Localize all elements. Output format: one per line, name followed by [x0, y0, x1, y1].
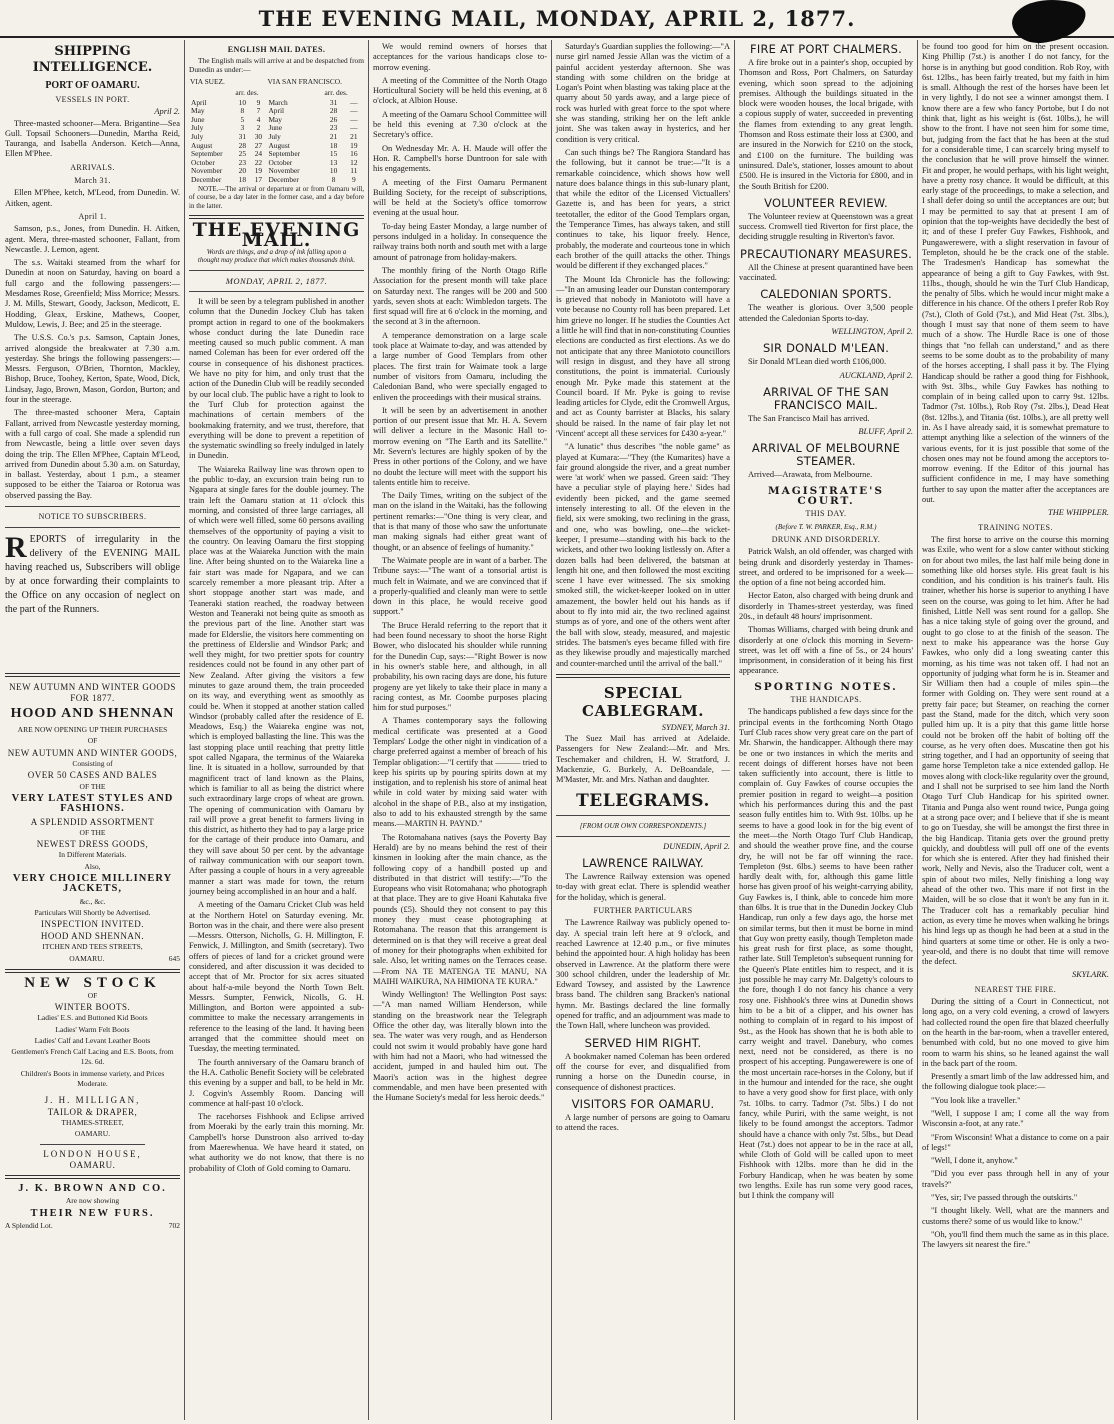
table-cell: September: [268, 149, 301, 159]
table-cell: March: [268, 97, 288, 107]
mail-dates-table: [189, 77, 364, 184]
dateline: SYDNEY, March 31.: [661, 722, 730, 732]
divider: [5, 969, 180, 973]
mail-dates-intro: The English mails will arrive at and be despatched from Dunedin as under:—: [189, 56, 364, 74]
table-cell: 26: [329, 114, 338, 124]
section-heading: NEAREST THE FIRE.: [974, 984, 1057, 994]
notice-text: EPORTS of irregularity in the delivery of the EVENING MAIL having reached us, Subscribers will oblige by at once forwarding their complaints to the Office on any occasion of neglect on the part of the Runners.: [5, 534, 180, 616]
table-cell: August: [268, 140, 290, 150]
table-cell: 21: [350, 132, 358, 142]
section-heading: VISITORS FOR OAMARU.: [571, 1096, 715, 1111]
table-cell: 8: [331, 175, 336, 185]
ad-line: VERY LATEST STYLES AND FASHIONS.: [11, 792, 174, 815]
vessels-heading: VESSELS IN PORT.: [55, 95, 130, 104]
divider: [189, 270, 364, 271]
table-header: VIA SUEZ.: [190, 77, 225, 87]
column-6: [919, 42, 1112, 1420]
column-4: [553, 42, 733, 1420]
column-5: [736, 42, 916, 1420]
ink-blot: [1010, 0, 1088, 46]
paragraph: Thomas Williams, charged with being drunk and disorderly at one o'clock this morning in Severn-street, was let off with a fine of 5s., or 24 hours' imprisonment, in consideration of it being his first appearance.: [739, 625, 913, 676]
table-cell: 12: [350, 157, 358, 167]
paragraph: The Suez Mail has arrived at Adelaide. Passengers for New Zealand:—Mr. and Mrs. Teschemaker and children, H. W. Stratford, J. Mackenzie, G. Burkely, A. DeBoandale, — M'Master, Mr. and Mrs. Nathan and daughter.: [556, 734, 730, 785]
table-cell: June: [191, 114, 205, 124]
table-cell: April: [191, 97, 207, 107]
paragraph: "You look like a traveller.": [931, 1095, 1021, 1105]
divider: [40, 1144, 145, 1145]
shipping-heading: SHIPPING INTELLIGENCE.: [32, 44, 153, 75]
paragraph: be found too good for him on the present occasion. King Phillip (7st.) is another I do not fancy, for the horse is in anything but good condition. Rob Roy, with 6st. 12lbs., has been fairly treated, but my faith in him is small. Although the rest of the horses have been let in very lightly, I do not see a winner amongst them. I know there are a few who fancy Portobe, but I do not think that, light as his weight is (6st. 10lbs.), he will show to the front. I have not seen him for some time, but, judging from the fact that he has been at the stud for a considerable time, I can scarcely bring myself to the conclusion that he will prove himself the winner. Fit and proper, he would perhaps, with his light weight, have a pretty rosy chance. It would be difficult, at this early stage of the proceedings, to make a selection, and I shall defer doing so until the acceptances are out; but I may be permitted to say that at present I am of opinion that the top-weights have decidedly the best of it; and of these I prefer Guy Fawkes, Fishhook, and Pungawerewere, with a slight reservation in favour of Templeton, should he be the crack one of the stable. The Tradesmen's Handicap has somewhat the appearance of being a gift to Guy Fawkes, with 9st. 11lbs., though, should he win the Turf Club Handicap, the penalty of 5lbs. which he would incur might make a difference in his chance. Of the others I prefer Rob Roy (7st.), Cloth of Gold (7st.), and Mid Heat (7st. 3lbs.), though I must say that none of them seem to have much of a show. The Hurdle Race is one of those things that "no fellah can understand," and as there seems to be some doubt as to the probability of many of the horses accepting, I shall pass it by. The Flying Handicap should be rather a good thing for Fishhook, with 9st. 3lbs., while Guy Fawkes has nothing to complain of in being called upon to carry 9st. 12lbs. Tadmor (7st. 10lbs.), Rob Roy (7st. 2lbs.), Dead Heat (8st. 12lbs.), and Titania (6st. 10lbs.), are all pretty well in. As I have already said, it is somewhat premature to attempt anything like a selection of the winners of the various events, for it is just possible that some of the chosen ones may not be found among the acceptors to-morrow evening. If the Editor of this journal has sufficient confidence in me, I may have something further to say upon the matter after the acceptances are out.: [922, 42, 1109, 505]
ad-line: HOOD AND SHENNAN.: [40, 930, 145, 941]
ad-line: OF: [87, 990, 98, 1000]
paragraph: All the Chinese at present quarantined have been vaccinated.: [739, 262, 913, 283]
masthead: THE EVENING MAIL, MONDAY, APRIL 2, 1877.: [0, 0, 1114, 38]
table-cell: 13: [329, 157, 338, 167]
leader-date: MONDAY, APRIL 2, 1877.: [225, 275, 328, 286]
section-heading: SERVED HIM RIGHT.: [584, 1035, 702, 1050]
paragraph: Hector Eaton, also charged with being drunk and disorderly in Thames-street yesterday, was fined 20s., in default 48 hours' imprisonment.: [739, 591, 913, 621]
table-cell: 24: [254, 149, 263, 159]
ad-title: NEW STOCK: [24, 975, 161, 992]
table-cell: 9: [256, 97, 261, 107]
paragraph: Presently a smart limb of the law addressed him, and the following dialogue took place:—: [922, 1072, 1109, 1092]
ad-line: OF THE: [79, 827, 106, 837]
table-cell: 25: [238, 149, 247, 159]
dateline: March 31.: [74, 176, 111, 186]
table-cell: 23: [238, 157, 247, 167]
vessels-text: Three-masted schooner—Mera. Brigantine—Sea Gull. Topsail Schooners—Dunedin, Martha Reid, Tauranga, and Isabella Anderson. Ketch—Anna, Ellen M'Phee.: [5, 118, 180, 159]
table-cell: July: [268, 132, 281, 142]
paragraph: "A lunatic" thus describes "the noble game" as played at Kumara:—"They (the Kumarites) have a fair ground alongside the river, and a great number were 'at work' when we passed. Green said: 'They have a peculiar style of playing here.' Sides had evidently been picked, and the game seemed intensely interesting to all. Of the eleven in the field, six were smoking, two reclining in the grass, and one, who was bowling, one—the wicket-keeper, I presume—standing with his back to the wickets, and other two looking listlessly on. After a dozen balls had been delivered, the batsman at length hit one, and then followed the most exciting scene I have ever witnessed. The six smoking smoked still, the wicket-keeper looked on in utter amazement, the bowler held out his hands as if about to fly into mid air, the two reclined against stumps as of yore, and one of the others went after the ball with slow, steady, measured, and majestic strides. The batsmen's eyes became filled with fire as they likewise proudly and majestically marched and counter-marched until the arrival of the ball.": [556, 442, 730, 668]
ad-line: TAILOR & DRAPER,: [47, 1106, 138, 1117]
ad-line: Are now showing: [65, 1196, 120, 1206]
paragraph: A fire broke out in a painter's shop, occupied by Thomson and Ross, Port Chalmers, on Saturday evening, which soon spread to the adjoining premises. Although the buildings situated in the block were wooden houses, the local brigade, with a copious supply of water, succeeded in preventing the flames from extending to any great length. Thomson and Ross estimate their loss at £300, and are insured in the Norwich for £210 on the stock, and £100 on the furniture. The building was uninsured. Dale's, stationer, losses amount to about £500. He is insured in the Victoria for £800, and in the South British for £200.: [739, 58, 913, 191]
ad-line: THEIR NEW FURS.: [30, 1207, 155, 1219]
section-heading: ARRIVAL OF MELBOURNE STEAMER.: [751, 441, 901, 469]
paragraph: Patrick Walsh, an old offender, was charged with being drunk and disorderly yesterday in Thames-street, and ordered to be imprisoned for a week—the option of a fine not being accorded him.: [739, 547, 913, 588]
paragraph: The racehorses Fishhook and Eclipse arrived from Moeraki by the early train this morning. Mr. Campbell's horse Dunstroon also arrived to-day from Maerewhenua. We have heard it stated, on what authority we do not know, that there is no probability of Cloth of Gold coming to Oamaru.: [189, 1112, 364, 1173]
ad-line: Ladies' Calf and Levant Leather Boots: [34, 1035, 151, 1045]
paragraph: The Daily Times, writing on the subject of the man on the island in the Waitaki, has the following pertinent remarks:—"One thing is very clear, and that is that many of those who saw the unfortunate man making signals had either great want of thought, or an absence of feelings of humanity.": [373, 491, 547, 552]
table-cell: November: [268, 166, 300, 176]
table-header: arr. des.: [324, 88, 348, 98]
ad-line: A SPLENDID ASSORTMENT: [30, 816, 155, 827]
table-cell: 22: [254, 157, 263, 167]
ad-line: Ladies' Warm Felt Boots: [55, 1024, 130, 1034]
table-cell: October: [191, 157, 215, 167]
ad-line: Gentlemen's French Calf Lacing and E.S. Boots, from 12s. 6d.: [11, 1047, 174, 1067]
shipping-note: The three-masted schooner Mera, Captain Fallant, arrived from Newcastle yesterday morning, with a full cargo of coal. She made a splendid run from Newcastle, being a little over seven days doing the trip. The Ellen M'Phee, Captain M'Leod, arrived from Dunedin about 5.30 a.m. on Saturday, in ballast. Yesterday, about 1 p.m., a steamer supposed to be either the Taiaroa or Rotorua was observed passing the Bay.: [5, 408, 180, 500]
divider: [5, 1175, 180, 1179]
table-cell: —: [350, 106, 358, 116]
port-heading: PORT OF OAMARU.: [45, 80, 140, 91]
table-cell: November: [191, 166, 223, 176]
ad-line: ARE NOW OPENING UP THEIR PURCHASES: [17, 725, 168, 735]
ad-line: A Splendid Lot.: [5, 1221, 53, 1231]
paragraph: The Bruce Herald referring to the report that it had been found necessary to shoot the horse Right Bower, who dislocated his shoulder while running for the Dunedin Cup, says:—"Right Bower is now in his owner's stable here, and although, in all probability, his own racing days are done, his future progeny are yet likely to take their place in many a racing contest, as Mr. Coombe purposes placing him for stud purposes.": [373, 620, 547, 713]
paragraph: A bookmaker named Coleman has been ordered off the course for ever, and disqualified from running a horse on the Dunedin course, in consequence of dishonest practices.: [556, 1051, 730, 1092]
paragraph: During the sitting of a Court in Connecticut, not long ago, on a very cold evening, a crowd of lawyers had collected round the open fire that blazed cheerfully on the hearth in the bar-room, when a traveller entered, benumbed with cold, but no one moved to give him room to warm his shins, so he leaned against the wall in the back part of the room.: [922, 997, 1109, 1068]
ad-town: OAMARU.: [69, 954, 105, 964]
paragraph: Saturday's Guardian supplies the following:—"A nurse girl named Jessie Allan was the victim of a painful accident yesterday afternoon. She was standing with some children on the bridge at Logan's Point when blasting was taking place at the quarry about 50 yards away, and a large piece of rock was hurled with great force to the spot where she was standing, striking her on the left ankle joint. She was taken away in hysterics, and her condition is very critical.: [556, 42, 730, 144]
table-cell: 8: [240, 106, 245, 116]
telegrams-heading: TELEGRAMS.: [576, 790, 710, 811]
table-cell: June: [268, 123, 283, 133]
table-cell: August: [191, 140, 213, 150]
table-cell: 3: [240, 123, 245, 133]
table-cell: —: [350, 97, 358, 107]
table-cell: 31: [329, 97, 338, 107]
ad-line: &c., &c.: [79, 896, 106, 906]
section-heading: PRECAUTIONARY MEASURES.: [740, 246, 912, 261]
dateline: DUNEDIN, April 2.: [663, 841, 730, 851]
signature: THE WHIPPLER.: [1048, 508, 1109, 518]
cablegram-heading: SPECIAL CABLEGRAM.: [582, 683, 704, 720]
paragraph: Sir Donald M'Lean died worth £106,000.: [748, 357, 887, 367]
paragraph: The Waimate people are in want of a barber. The Tribune says:—"The want of a tonsorial artist is much felt in Waimate, and we are convinced that if a properly-qualified and cleanly man were to settle down in this place, he would receive good support.": [373, 555, 547, 617]
column-rule: [184, 40, 185, 1420]
table-cell: May: [268, 114, 283, 124]
paragraph: To-day being Easter Monday, a large number of persons indulged in a holiday. In consequence the railway trains both north and south met with a large amount of patronage from holiday-makers.: [373, 221, 547, 262]
paragraph: Arrived—Arawata, from Melbourne.: [748, 470, 873, 480]
ad-line: OF: [87, 736, 98, 746]
paragraph: The weather is glorious. Over 3,500 people attended the Caledonian Sports to-day.: [739, 303, 913, 323]
ad-line: INSPECTION INVITED.: [41, 919, 144, 930]
column-rule: [551, 40, 552, 1420]
table-cell: 30: [254, 132, 263, 142]
table-cell: October: [268, 157, 293, 167]
paragraph: "Well, I suppose I am; I come all the way from Wisconsin a-foot, at any rate.": [922, 1108, 1109, 1129]
paragraph: On Wednesday Mr. A. H. Maude will offer the Hon. R. Campbell's horse Duntroon for sale with his engagements.: [373, 143, 547, 174]
paragraph: The Lawrence Railway extension was opened to-day with great eclat. There is splendid weather for the holiday, which is general.: [556, 872, 730, 902]
table-cell: 16: [350, 149, 358, 159]
table-cell: May: [191, 106, 205, 116]
mail-dates-heading: ENGLISH MAIL DATES.: [227, 45, 326, 54]
ad-line: Also,: [84, 861, 101, 871]
table-cell: 19: [350, 140, 358, 150]
ad-line: OVER 50 CASES AND BALES: [27, 770, 158, 781]
paragraph: The handicaps published a few days since for the principal events in the forthcoming North Otago Turf Club races show very great care on the part of Mr. Sharwin, the handicapper. Although there may be one or two instances in which the merits and recent doings of different horses have not been taken sufficiently into account, there is little to complain of. Guy Fawkes of course occupies the premier position in regard to weight—a position which his performances during this and the past season fully entitles him to. With 9st. 10lbs. up he seems to have a good look in for the big event of the meet—the North Otago Turf Club Handicap, and should the weather prove fine, and the course dry, he will not be far off winning the race. Templeton (9st. 6lbs.) seems to have been rather hardly dealt with, for, although this game little horse has given proof of his weight-carrying ability, Guy Fawkes is, I think, able to concede him more than 6lbs. It is true that in the Dunedin Jockey Club Handicap, run only a few days ago, the horse met on similar terms, but then it must be borne in mind that Guy won pretty easily, though Templeton made his great rush for first place, as some thought, rather late. Still Templeton's subsequent running for the Queen's Plate entitles him to respect, and it is just possible he may carry Mr. Dalgetty's colours to the fore, though I do not fancy his chance a very rosy one. Fishhook's three wins at Dunedin shows him to be a bit of a clipper, and his owner has nothing to complain of in regard to his impost of 9st., as the Hook has shown that he is both able to carry weight and travel. Danebury, who comes next, need not be considered, as there is no prospect of his accepting. Pungawerewere is one of the most uncertain race-horses in the Colony, but if in the humour and intended for the race, she ought to have a very good show for first place, with only 7st. 10lbs. to carry. Tadmor (7st. 5lbs.) I do not fancy, while Puriri, with the same weight, is not likely to be found amongst the acceptors. Tadmor should have a chance with only 7st. 5lbs., but Dead Heat (7st.) does not appear to be in the race at all, while Cloth of Gold will be called upon to meet Fishhook with 12lbs. more than he did in the Forbury Handicap, when he was beaten by some two lengths. Exile has run some very good races, but I think the company will: [739, 707, 913, 1201]
ad-line: J. H. MILLIGAN,: [44, 1095, 141, 1106]
divider: [5, 673, 180, 677]
table-cell: 27: [254, 140, 263, 150]
table-cell: 31: [238, 132, 247, 142]
paragraph: A temperance demonstration on a large scale took place at Waimate to-day, and was attended by a large number of Good Templars from other places. The first train for Waimate took a large number of visitors from Oamaru, including the Caledonian Band, who were specially engaged to enliven the proceedings with their musical strains.: [373, 330, 547, 402]
divider: [189, 291, 364, 292]
table-cell: 5: [240, 114, 245, 124]
ad-line: NEWEST DRESS GOODS,: [36, 839, 149, 850]
shipping-note: The s.s. Waitaki steamed from the wharf for Dunedin at noon on Saturday, having on board a full cargo and the following passengers:—Mesdames Rose, Greenfield; Miss Morrice; Messrs. J. M. Mills, Stewart, Goody, Jackson, Medicott, E. Hodding, Gleax, Erskine, Mathews, Cooper, Muldow, Lewis, J. Bee; and 25 in the steerage.: [5, 258, 180, 329]
advert-winter-boots: [5, 975, 180, 1170]
table-cell: 18: [238, 175, 247, 185]
paragraph: Can such things be? The Rangiora Standard has the following, but it cannot be true:—"It is a remarkable coincidence, which shows how well nature does balance things in this sub-lunary plant, that while the editor of the Licensed Victuallers' Gazette is, and has been for years, a strict teetotaller, the editor of the Good Templars organ, the Temperance Times, has always taken, and still continues to take, his liquor freely. Hence, probably, the moderate and courteous tone in which each brother of the quill attacks the other. Things would be different if they exchanged places.": [556, 147, 730, 271]
advert-brown: [5, 1184, 180, 1231]
ad-title: NEW AUTUMN AND WINTER GOODS FOR 1877.: [9, 682, 176, 703]
section-heading: SPORTING NOTES.: [754, 680, 898, 693]
sub-heading: (Before T. W. PARKER, Esq., R.M.): [775, 522, 877, 531]
table-cell: 28: [329, 106, 338, 116]
ad-line: Children's Boots in immense variety, and Prices Moderate.: [20, 1068, 165, 1089]
paragraph: The monthly firing of the North Otago Rifle Association for the present month will take place on Saturday next. The ranges will be 200 and 500 yards, seven shots at each: Wimbledon targets. The first squad will fire at 6 o'clock in the morning, and the second at 3 in the afternoon.: [373, 265, 547, 327]
ad-line: WINTER BOOTS.: [54, 1002, 131, 1012]
table-cell: December: [268, 175, 299, 185]
table-cell: 4: [256, 114, 261, 124]
section-heading: ARRIVAL OF THE SAN FRANCISCO MAIL.: [763, 384, 889, 412]
table-cell: 11: [350, 166, 358, 176]
divider: [556, 815, 730, 816]
signature: SKYLARK.: [1071, 970, 1109, 980]
paragraph: We would remind owners of horses that acceptances for the various handicaps close to-morrow evening.: [373, 42, 547, 72]
paragraph: A large number of persons are going to Oamaru to attend the races.: [556, 1112, 730, 1133]
paragraph: The Volunteer review at Queenstown was a great success. Cromwell tied Riverton for first place, the deciding struggle resulting in Riverton's favor.: [739, 211, 913, 242]
dateline: WELLINGTON, April 2.: [831, 326, 913, 336]
ad-line: OAMARU.: [69, 1159, 116, 1170]
paragraph: The Waiareka Railway line was thrown open to the public to-day, an excursion train being run to Ngapara at single fares for the double journey. The train left the Oamaru station at 11 o'clock this morning, and consisted of three large carriages, all of which were well filled, some 60 persons availing themselves of the opportunity of paying a visit to the country. On leaving Oamaru the first stopping place was at the Waiareka Junction with the main line. After being shunted on to the Waiareka line a fair start was made for Ngapara, and we can scarcely remember a more pleasant trip. After a short stoppage another start was made, and Teaneraki station reached, the roadway between Weston and Teaneraki not being quite as smooth as the previous part of the line. Another start was made for Elderslie, the visitors here commenting on the prettiness of Elderslie and Windsor Park; and well they might, for two prettier spots for country residences could not be found in any other part of New Zealand. After giving the visitors a few minutes to gaze around them, the train proceeded on its way, and everything went as smoothly as could be. When it stopped at another station called Windsor (probably called after the residence of E. Meadows, Esq.) the Waiareka engine was not, which is employed ballasting the line. This was the last stopping place until reaching that pretty little spot called Ngapara, the terminus of the Waiareka line. It is situated in a hollow, surrounded by that magnificent tract of land known as the Plains, which is familiar to all as being the district where such extraordinary large crops of wheat are grown. The opening of communication with Oamaru by rail will prove a great benefit to farmers living in this district, as hitherto they had to pay a large price for the cartage of their produce into Oamaru, and they will save about 50 per cent. by the advantage of railway communication with our seaport town. After passing a couple of hours in a very agreeable manner a start was made for town, the return journey being accomplished in an hour and a half.: [189, 464, 364, 896]
table-cell: April: [268, 106, 285, 116]
table-cell: 15: [329, 149, 338, 159]
sub-heading: THE HANDICAPS.: [790, 695, 862, 705]
ad-line: OF THE: [79, 781, 106, 791]
shipping-note: The U.S.S. Co.'s p.s. Samson, Captain Jones, arrived alongside the breakwater at 7.30 a.m. yesterday. She brings the following passengers:—Messrs. Ferguson, O'Brien, Thornton, Mackley, Bishop, Bruce, Toohey, Kerton, Spate, Wood, Dick, Lindsay, Jago, Brown, Mason, Gordon, Burton; and four in the steerage.: [5, 333, 180, 405]
paragraph: "Well, I done it, anyhow.": [931, 1156, 1018, 1166]
arrivals-text: Ellen M'Phee, ketch, M'Leod, from Dunedin. W. Aitken, agent.: [5, 188, 180, 208]
paragraph: A meeting of the Committee of the North Otago Horticultural Society will be held this evening, at 8 o'clock, at Albion House.: [373, 75, 547, 106]
table-cell: 2: [256, 123, 261, 133]
paragraph: A meeting of the Oamaru School Committee will be held this evening at 7.30 o'clock at the Secretary's office.: [373, 109, 547, 140]
divider: [556, 836, 730, 837]
mail-rows: [189, 99, 364, 185]
table-cell: December: [191, 175, 222, 185]
column-3: [370, 42, 550, 1420]
table-header: VIA SAN FRANCISCO.: [267, 77, 342, 87]
column-rule: [917, 40, 918, 1420]
notice-heading: NOTICE TO SUBSCRIBERS.: [38, 511, 147, 521]
paragraph: The first horse to arrive on the course this morning was Exile, who went for a slow canter without sticking on for about two miles, the last half mile being done in something like old horses style. His great fault is his condition, and his condition is his trainer's fault. His trainer, whether his horse is superior to anything I have seen on the course, was going to let him. After he had finished, Little Nell was sent round for a gallop. She has a nice taking style of going over the ground, and ought to go close to at the finish of the season. The next to make his appearance was the horse Guy Fawkes, who only did a long sweating canter this morning, as his time was not taken off. I had not an opportunity of judging what form he is in. Steamer and Sir William then had a couple of miles spin—the former with Golding on. They were sent round at a pretty fair pace; but Steamer, on reaching the corner past the Stand, made for the ditch, which very soon pulled him up. It is a pity that this game little horse could not be broken off the habit of bolting off the course, as he very often does. Muscatine then got his string together, and I had an opportunity of seeing that game horse Templeton take a nice extended gallop. He moves along with clock-like regularity over the ground, and I shall not be surprised to see him land the North Otago Turf Club Handicap for his spirited owner. Titania and Punga also went round twice, Punga going at a strong pace over; and I believe that if she is meant to go on Tuesday, she will be amongst the first three in the big Handicap. Titania gets over the ground pretty quickly, and doubtless will pull off one of the events for which she is entered. After they had finished their work, Nelly and Nevis, also the Traducer colt, went a spin of about two miles, Nelly finishing a long way ahead of the other two. This mare if not first in the Maiden, will be so close that it won't be any fun in it. The Traducer colt has a remarkably peculiar hind action, as every time he moves when walking he brings his hind legs up as though he had been at a stud in the hind quarters at some time or other. He is only a two-year-old, and there is no doubt that time will remove the defect.: [922, 534, 1109, 967]
table-header: arr. des.: [235, 88, 259, 98]
ad-line: Particulars Will Shortly be Advertised.: [34, 907, 151, 917]
paragraph: It will be seen by a telegram published in another column that the Dunedin Jockey Club has taken prompt action in regard to one of the bookmakers whose conduct during the late Dunedin race meeting caused so much public comment. A man named Coleman has been for ever ordered off the course in consequence of his dishonest practices. We have no pity for him, and only trust that the action of the Dunedin Club will be readily seconded by our local club. The public have a right to look to the Turf Club for protection against the machinations of certain members of the bookmaking fraternity, and we trust, therefore, that everything will be done to prevent a repetition of the systematic swindling so freely indulged in lately in Dunedin.: [189, 297, 364, 461]
ad-footer: [5, 1221, 180, 1231]
column-1: [2, 42, 183, 1420]
table-cell: 18: [329, 140, 338, 150]
section-heading: TRAINING NOTES.: [978, 522, 1053, 532]
table-cell: 28: [238, 140, 247, 150]
motto: Words are things, and a drop of ink falling upon a thought may produce that which makes thousands think.: [197, 247, 356, 265]
divider: [5, 506, 180, 507]
paragraph: The Rotomahana natives (says the Poverty Bay Herald) are by no means behind the rest of their kinsmen in looking after the main chance, as the following copy of a handbill posted up and distributed in that district will testify:—"To the Europeans who visit Rotomahana; who photograph at that place. They are to give Hoani Kahutaka five pounds (£5). Should they not consent to pay this money they must cease photographing at Rotomahana. The reason that this arrangement is determined on is that they will receive a great deal of money for their photographs when exhibited for sale. Also, let writing names on the Terraces cease.—From NA TE MATENGA TE MANU, NA MAIHI WAIKURA, NA HIMIONA TE KURA.": [373, 832, 547, 986]
ad-number: 702: [168, 1221, 180, 1231]
paragraph: Windy Wellington! The Wellington Post says:—"A man named William Henderson, while standing on the breastwork near the Telegraph Office the other day, was literally blown into the sea. The water was very rough, and as Henderson could not swim it would probably have gone hard with him had not a Maori, who had witnessed the accident, jumped in and hauled him out. The Maori's action was in the highest degree commendable, and men have been presented with the Humane Society's medal for less heroic deeds.": [373, 990, 547, 1103]
paragraph: A meeting of the Oamaru Cricket Club was held at the Northern Hotel on Saturday evening. Mr. Borton was in the chair, and there were also present—Messrs. Otterson, Nicholls, G. H. Millington, F. Fenwick, J. Millington, and Smith (secretary). Two offers of pieces of land for a cricket ground were considered, and after discussion it was decided to accept that of Mr. Proctor for six acres situated about half-a-mile beyond the North Town Belt. Messrs. Sumpter, Fenwick, Nicolls, G. H. Millington, and Borton were appointed a sub-committee to make the necessary arrangements in reference to the leasing of the land. It having been arranged that the committee should meet on Tuesday, the meeting terminated.: [189, 900, 364, 1054]
paragraph: The San Francisco Mail has arrived.: [748, 413, 870, 423]
paragraph: A meeting of the First Oamaru Permanent Building Society, for the receipt of subscriptions, will be held at the Society's office tomorrow evening at the usual hour.: [373, 177, 547, 218]
paragraph: "I thought likely. Well, what are the manners and customs there? some of us would like to know.": [922, 1206, 1109, 1226]
sub-heading: THIS DAY.: [805, 509, 847, 519]
dateline: April 2.: [154, 107, 180, 117]
paragraph: The fourth anniversary of the Oamaru branch of the H.A. Catholic Benefit Society will be celebrated this evening by a supper and ball, to be held in Mr. J. Cogvin's Assembly Room. Dancing will commence at half-past 10 o'clock.: [189, 1057, 364, 1108]
dateline: April 1.: [78, 211, 107, 221]
table-cell: 10: [329, 166, 338, 176]
table-cell: —: [350, 123, 358, 133]
paragraph: "Yes, sir; I've passed through the outskirts.": [931, 1193, 1078, 1203]
paragraph: "Did you ever pass through hell in any of your travels?": [922, 1169, 1109, 1189]
section-heading: SIR DONALD M'LEAN.: [762, 341, 890, 356]
ad-footer: [5, 954, 180, 964]
paragraph: It will be seen by an advertisement in another portion of our present issue that Mr. H. A. Severn will deliver a lecture in the Masonic Hall to-morrow evening on "The Earth and its Satellite." Mr. Severn's lectures are highly spoken of by the Press in other portions of the Colony, and we have no doubt the lecture will meet with the support his talents entitle him to receive.: [373, 405, 547, 487]
ad-title: J. K. BROWN AND CO.: [18, 1183, 167, 1195]
notice-body: [5, 533, 180, 617]
section-heading: MAGISTRATE'S COURT.: [768, 484, 884, 508]
spacer: [5, 620, 180, 668]
table-cell: 20: [238, 166, 247, 176]
table-cell: 9: [352, 175, 356, 185]
section-heading: FIRE AT PORT CHALMERS.: [750, 42, 902, 56]
section-heading: VOLUNTEER REVIEW.: [764, 195, 888, 210]
paper-title: THE EVENING MAIL.: [192, 219, 361, 252]
section-heading: LAWRENCE RAILWAY.: [582, 856, 704, 871]
section-heading: FURTHER PARTICULARS: [593, 906, 693, 916]
advert-hood-shennan: [5, 682, 180, 964]
paragraph: "Oh, you'll find them much the same as in this place. The lawyers sit nearest the fire.": [922, 1229, 1109, 1250]
paragraph: "From Wisconsin! What a distance to come on a pair of legs!": [922, 1132, 1109, 1152]
ad-line: ITCHEN AND TEES STREETS,: [42, 941, 143, 951]
ad-line: Consisting of: [72, 759, 113, 769]
drop-cap: R: [5, 531, 27, 565]
table-row: [189, 176, 364, 185]
table-cell: July: [191, 132, 204, 142]
paragraph: A Thames contemporary says the following medical certificate was presented at a Good Templars' Lodge the other night in vindication of a charge preferred against a member of breach of his Templar obligation:—"I certify that ——— tried to keep his spirits up by pouring spirits down at my instigation, and to replenish his store of animal heat while in cold water by mixing said water with alcohol in the shape of P.B., also at my instigation, also to add to his exhausted strength by the same means.—MARTIN H. PAYND.": [373, 716, 547, 829]
telegrams-sub: [FROM OUR OWN CORRESPONDENTS.]: [579, 821, 707, 830]
table-cell: 23: [329, 123, 338, 133]
ad-line: THAMES-STREET,: [61, 1117, 124, 1127]
dateline: AUCKLAND, April 2.: [839, 370, 913, 380]
arrivals-text: Samson, p.s., Jones, from Dunedin. H. Aitken, agent. Mera, three-masted schooner, Fallant, from Newcastle. J. Lemon, agent.: [5, 224, 180, 254]
table-cell: July: [191, 123, 204, 133]
column-2: [186, 42, 367, 1420]
paragraph: The Lawrence Railway was publicly opened to-day. A special train left here at 9 o'clock, and reached Lawrence at 12.40 p.m., or five minutes behind the appointed hour. A high holiday has been observed in Lawrence. At the platform there were 300 school children, under the leadership of Mr. Edward Towsey, and assisted by the Lawrence brass band. The children sang Bracken's national hymn. Mr. Bastings declared the line formally opened for traffic, and an adjournment was made to the Town Hall, where luncheon was provided.: [556, 918, 730, 1031]
table-cell: 19: [254, 166, 263, 176]
table-cell: 17: [254, 175, 263, 185]
column-rule: [368, 40, 369, 1420]
ad-firm: HOOD AND SHENNAN: [10, 705, 175, 721]
table-cell: 7: [256, 106, 261, 116]
table-cell: 10: [238, 97, 247, 107]
dateline: BLUFF, April 2.: [858, 427, 913, 437]
ad-line: NEW AUTUMN AND WINTER GOODS,: [7, 747, 178, 758]
arrivals-heading: ARRIVALS.: [70, 162, 115, 172]
table-cell: —: [350, 114, 358, 124]
ad-line: Ladies' E.S. and Buttoned Kid Boots: [37, 1013, 148, 1023]
mail-note: NOTE.—The arrival or departure at or from Oamaru will, of course, be a day later in the former case, and a day before in the latter.: [189, 184, 364, 210]
ad-line: In Different Materials.: [58, 850, 127, 860]
ad-number: 645: [168, 954, 180, 964]
section-heading: CALEDONIAN SPORTS.: [760, 287, 892, 302]
column-rule: [734, 40, 735, 1420]
table-cell: September: [191, 149, 223, 159]
divider: [556, 674, 730, 678]
paragraph: The Mount Ida Chronicle has the following:—"In an amusing leader our Dunstan contemporary is grieved that nobody in Maniototo will have a vote because no County roll has been prepared. Let him grieve no longer. If he studies the Counties Act a little he will find that in non-constituting Counties elections are conducted as first elections. As we do not anticipate that any three Maniototo councillors will resign in disgust, and they have all strong constitutions, the point is immaterial. Curiously enough Mr. Pyke made this statement at the Council board. If Mr. Pyke is going to revise leading articles for Clyde, edit the Cromwell Argus, and act as County barrister at Blacks, his salary should be raised. In the name of fair play let not 'Vincent' accept all these services for £430 a-year.": [556, 274, 730, 438]
sub-heading: DRUNK AND DISORDERLY.: [771, 534, 881, 544]
ad-line: OAMARU.: [74, 1129, 111, 1139]
ad-line: LONDON HOUSE,: [43, 1148, 142, 1159]
table-cell: 21: [329, 132, 338, 142]
ad-line: VERY CHOICE MILLINERY JACKETS,: [12, 873, 173, 895]
divider: [5, 527, 180, 528]
